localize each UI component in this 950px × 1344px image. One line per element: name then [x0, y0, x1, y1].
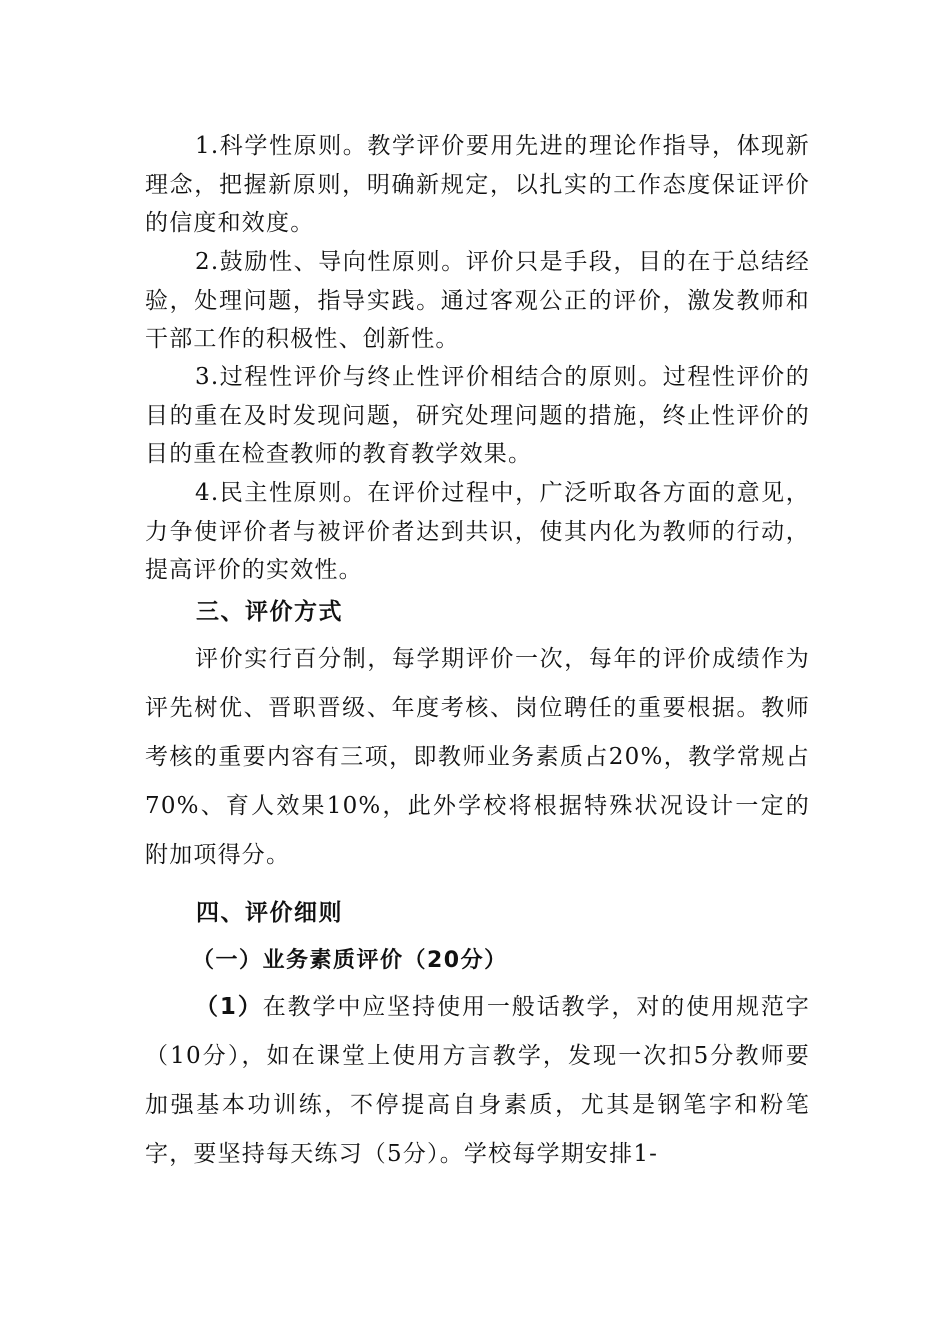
item-1-paragraph	[145, 983, 810, 1179]
item-1-text: 在教学中应坚持使用一般话教学，对的使用规范字（10分），如在课堂上使用方言教学，发现一次扣5分教师要加强基本功训练，不停提高自身素质，尤其是钢笔字和粉笔字，要坚持每天练习（5分）。学校每学期安排1-	[145, 994, 810, 1167]
principle-1: 1.科学性原则。教学评价要用先进的理论作指导，体现新理念，把握新原则，明确新规定，以扎实的工作态度保证评价的信度和效度。	[145, 133, 810, 236]
principle-2: 2.鼓励性、导向性原则。评价只是手段，目的在于总结经验，处理问题，指导实践。通过客观公正的评价，激发教师和干部工作的积极性、创新性。	[145, 249, 810, 352]
subsection-heading-professional-quality: （一）业务素质评价（20分）	[192, 948, 508, 973]
section-body-evaluation-method: 评价实行百分制，每学期评价一次，每年的评价成绩作为评先树优、晋职晋级、年度考核、岗位聘任的重要根据。教师考核的重要内容有三项，即教师业务素质占20%，教学常规占70%、育人效果10%，此外学校将根据特殊状况设计一定的附加项得分。	[145, 646, 810, 868]
principle-4: 4.民主性原则。在评价过程中，广泛听取各方面的意见，力争使评价者与被评价者达到共识，使其内化为教师的行动，提高评价的实效性。	[145, 480, 810, 583]
item-1-number: （1）	[195, 994, 263, 1020]
principle-3: 3.过程性评价与终止性评价相结合的原则。过程性评价的目的重在及时发现问题，研究处理问题的措施，终止性评价的目的重在检查教师的教育教学效果。	[145, 364, 810, 467]
section-heading-evaluation-rules: 四、评价细则	[196, 900, 343, 926]
section-heading-evaluation-method: 三、评价方式	[196, 599, 343, 625]
